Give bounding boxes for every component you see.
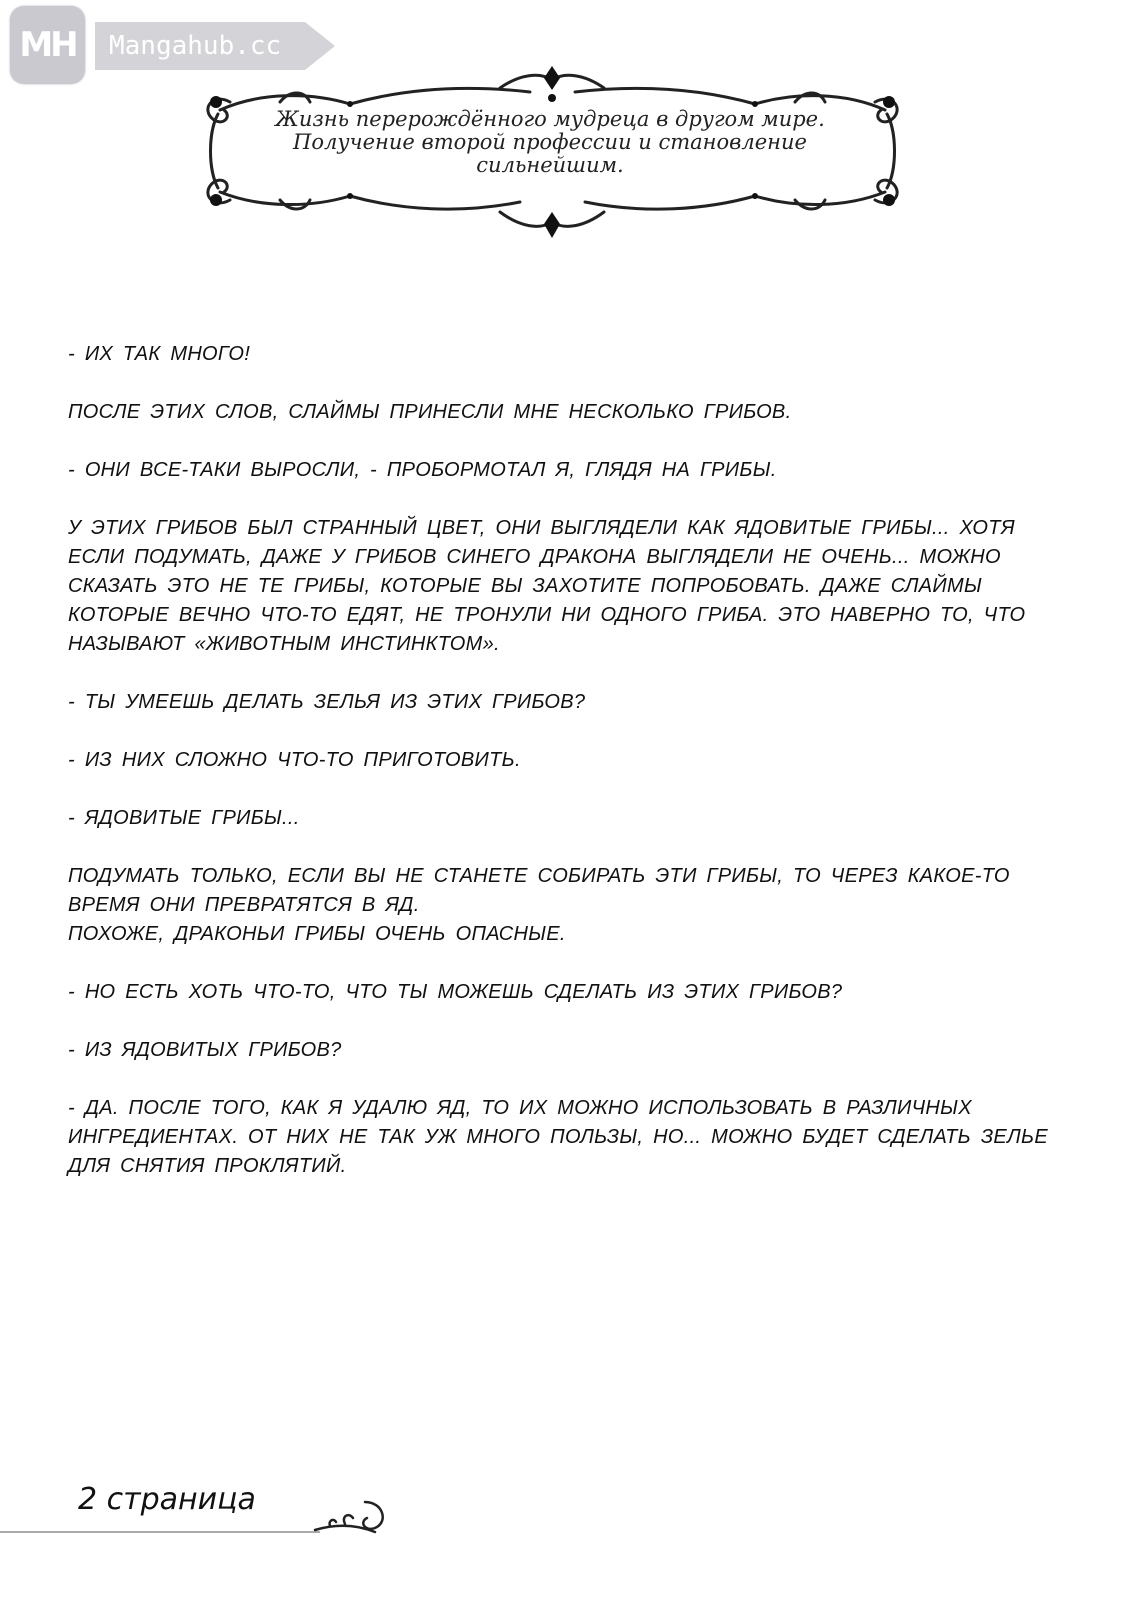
paragraph: - НО ЕСТЬ ХОТЬ ЧТО-ТО, ЧТО ТЫ МОЖЕШЬ СДЕЛАТЬ ИЗ ЭТИХ ГРИБОВ? <box>68 981 843 1003</box>
page-number: 2 страница <box>78 1482 256 1517</box>
footer-flourish-icon <box>305 1494 395 1544</box>
novel-title <box>270 108 830 177</box>
paragraph: ПОДУМАТЬ ТОЛЬКО, ЕСЛИ ВЫ НЕ СТАНЕТЕ СОБИРАТЬ ЭТИ ГРИБЫ, ТО ЧЕРЕЗ КАКОЕ-ТО ВРЕМЯ ОНИ ПРЕВРАТЯТСЯ В ЯД. ПОХОЖЕ, ДРАКОНЬИ ГРИБЫ ОЧЕНЬ ОПАСНЫЕ. <box>68 865 1010 945</box>
watermark-logo: MH <box>10 6 85 84</box>
paragraph: У ЭТИХ ГРИБОВ БЫЛ СТРАННЫЙ ЦВЕТ, ОНИ ВЫГЛЯДЕЛИ КАК ЯДОВИТЫЕ ГРИБЫ... ХОТЯ ЕСЛИ ПОДУМАТЬ, ДАЖЕ У ГРИБОВ СИНЕГО ДРАКОНА ВЫГЛЯДЕЛИ НЕ ОЧЕНЬ... МОЖНО СКАЗАТЬ ЭТО НЕ ТЕ ГРИБЫ, КОТОРЫЕ ВЫ ЗАХОТИТЕ ПОПРОБОВАТЬ. ДАЖЕ СЛАЙМЫ КОТОРЫЕ ВЕЧНО ЧТО-ТО ЕДЯТ, НЕ ТРОНУЛИ НИ ОДНОГО ГРИБА. ЭТО НАВЕРНО ТО, ЧТО НАЗЫВАЮТ «ЖИВОТНЫМ ИНСТИНКТОМ». <box>68 517 1026 655</box>
footer-divider <box>0 1531 320 1533</box>
watermark-site-label: Mangahub.cc <box>95 22 305 70</box>
paragraph: - ЯДОВИТЫЕ ГРИБЫ... <box>68 807 300 829</box>
title-line: Жизнь перерождённого мудреца в другом мире. <box>275 107 825 131</box>
title-line: сильнейшим. <box>476 153 624 177</box>
paragraph: - ИЗ НИХ СЛОЖНО ЧТО-ТО ПРИГОТОВИТЬ. <box>68 749 521 771</box>
paragraph: - ДА. ПОСЛЕ ТОГО, КАК Я УДАЛЮ ЯД, ТО ИХ МОЖНО ИСПОЛЬЗОВАТЬ В РАЗЛИЧНЫХ ИНГРЕДИЕНТАХ. ОТ НИХ НЕ ТАК УЖ МНОГО ПОЛЬЗЫ, НО... МОЖНО БУДЕТ СДЕЛАТЬ ЗЕЛЬЕ ДЛЯ СНЯТИЯ ПРОКЛЯТИЙ. <box>68 1097 1049 1177</box>
paragraph: - ТЫ УМЕЕШЬ ДЕЛАТЬ ЗЕЛЬЯ ИЗ ЭТИХ ГРИБОВ? <box>68 691 586 713</box>
paragraph: - ИЗ ЯДОВИТЫХ ГРИБОВ? <box>68 1039 342 1061</box>
title-line: Получение второй профессии и становление <box>293 130 807 154</box>
paragraph: - ИХ ТАК МНОГО! <box>68 343 251 365</box>
page-text <box>68 340 1078 1210</box>
paragraph: ПОСЛЕ ЭТИХ СЛОВ, СЛАЙМЫ ПРИНЕСЛИ МНЕ НЕСКОЛЬКО ГРИБОВ. <box>68 401 792 423</box>
paragraph: - ОНИ ВСЕ-ТАКИ ВЫРОСЛИ, - ПРОБОРМОТАЛ Я, ГЛЯДЯ НА ГРИБЫ. <box>68 459 777 481</box>
